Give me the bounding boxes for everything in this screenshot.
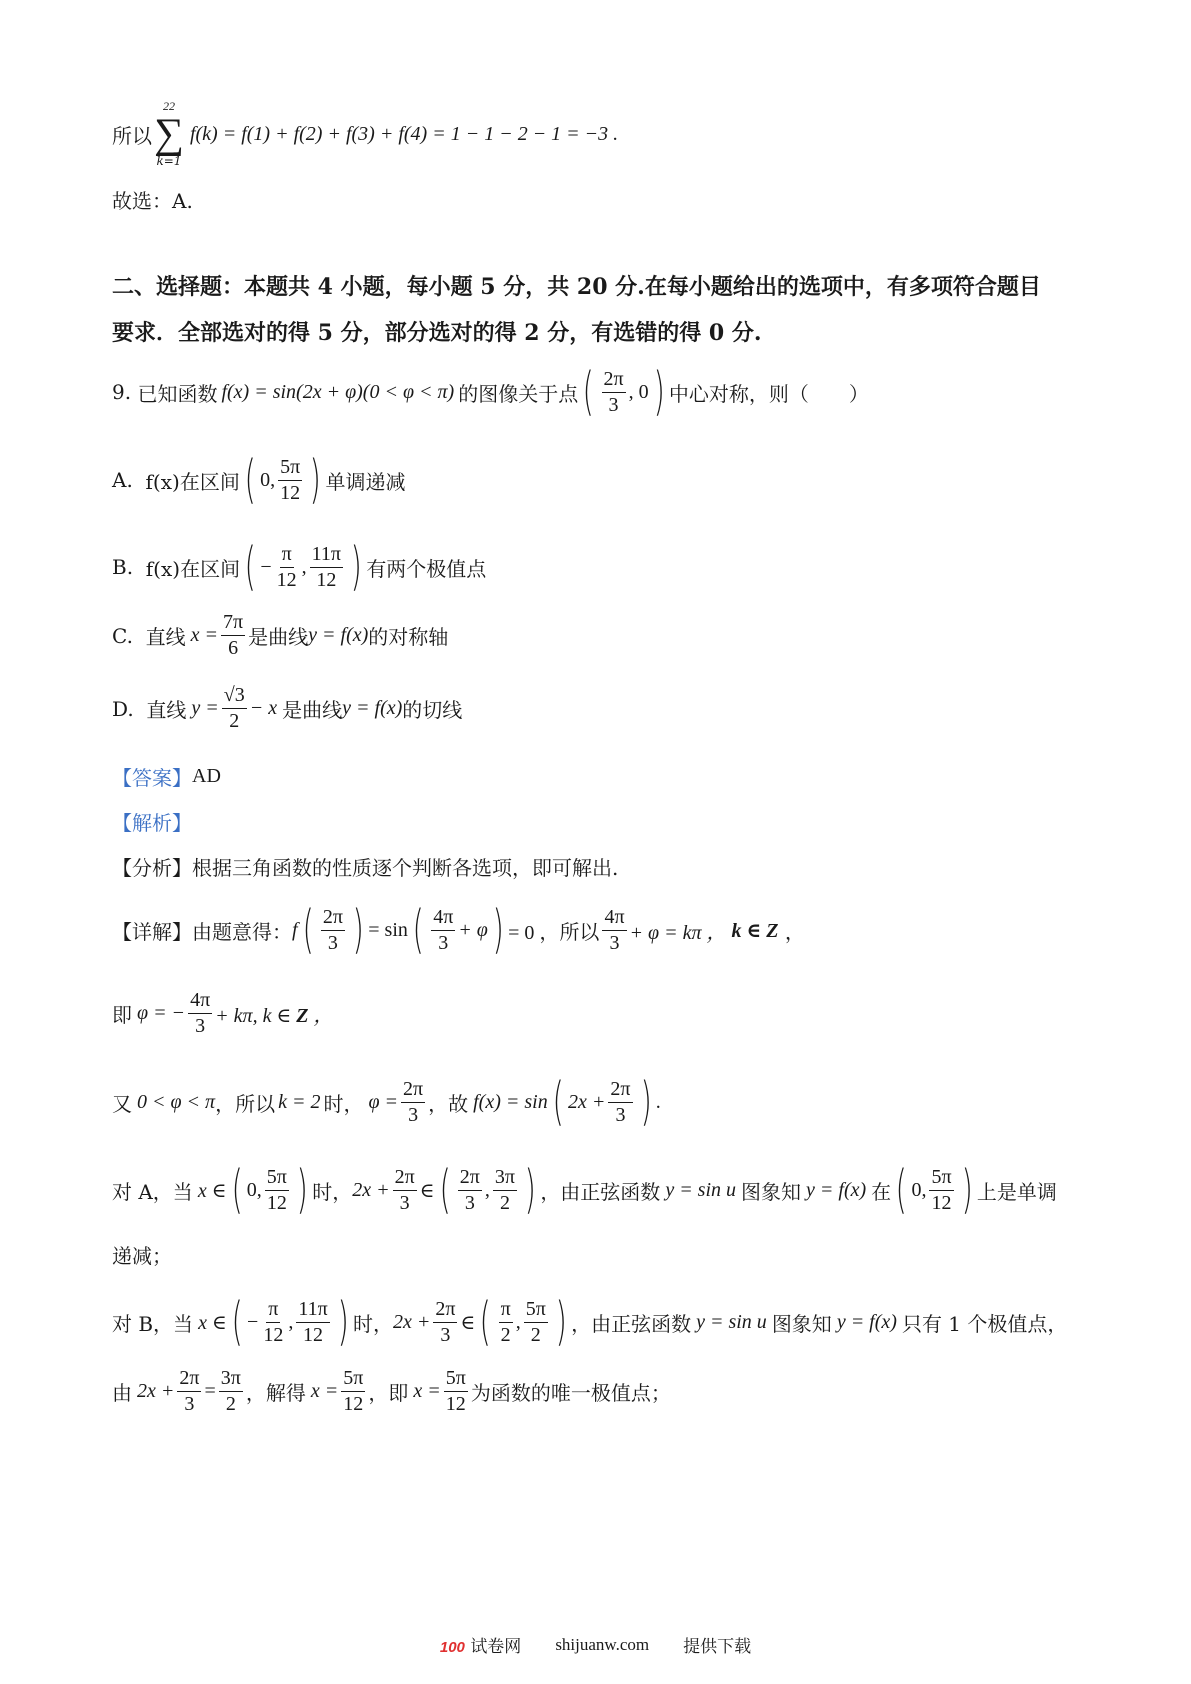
summation-symbol: 22 ∑ k=1 (154, 99, 184, 169)
option-a-text2: 单调递减 (325, 469, 406, 494)
option-d: D. 直线 y = $\frac{√3}{2}$ − x 是曲线 y = f(x) 的切线 (112, 684, 463, 732)
option-d-text4: 的切线 (402, 698, 463, 722)
option-a: A. f(x)在区间 ( 0, $\frac{5\pi}{12}$ ) 单调递减 (112, 450, 406, 510)
sum-expression: f(k) = f(1) + f(2) + f(3) + f(4) = 1 − 1 − 2 − 1 = −3 . (189, 122, 619, 145)
for-b-t4: 只有 1 个极值点， (901, 1311, 1068, 1336)
page-footer (0, 1632, 1191, 1657)
ji-line: 即 φ = − $\frac{4\pi}{3}$ + kπ, k ∈ Z ， (112, 989, 334, 1037)
stem-function: f(x) = sin(2x + φ)(0 < φ < π) (221, 380, 455, 403)
option-c-text1: 直线 (145, 625, 186, 649)
for-a-t2: ，由正弦函数 (540, 1179, 661, 1204)
stem-text-b: 的图像关于点 (458, 381, 579, 406)
sum-lower-limit: k=1 (156, 154, 182, 169)
section-heading-line-1 (112, 270, 1041, 301)
brand-logo: 100 (439, 1639, 465, 1656)
fenxi-line (112, 852, 618, 881)
analysis-tag-line (112, 807, 192, 836)
for-b-line: 对 B，当 x ∈ ( − $\frac{\pi}{12}$ , $\frac{11\pi}{12}$ ) 时， 2x + $\frac{2\pi}{3}$ ∈ ( $\frac{\pi}{2}$ , $\frac{5\pi}{2}$ ) ，由正弦函数 y = sin u 图象知 y = f(x) 只有 1 个极值点， (112, 1292, 1068, 1352)
point-fraction: $\frac{2\pi}{3}$ (603, 367, 624, 416)
option-c-label: C. (112, 623, 133, 648)
you-text: 又 (112, 1091, 132, 1116)
option-b-text1: f(x)在区间 (145, 556, 241, 581)
stem-text-a: 已知函数 (137, 381, 218, 406)
sum-upper-limit: 22 (162, 99, 175, 113)
for-a-t5: 上是单调 (976, 1179, 1057, 1204)
section-heading-2: 要求．全部选对的得 5 分，部分选对的得 2 分，有选错的得 0 分. (112, 320, 762, 346)
option-d-fraction: $\frac{√3}{2}$ (223, 684, 245, 732)
for-b-t8: 为函数的唯一极值点； (470, 1381, 671, 1405)
for-a-t4: 在 (871, 1179, 892, 1204)
detail-t1: 所以 (559, 919, 600, 944)
detail-tag: 【详解】由题意得： (112, 919, 292, 944)
option-b-label: B. (112, 555, 134, 579)
for-a-line: 对 A，当 x ∈ ( 0, $\frac{5\pi}{12}$ ) 时， 2x + $\frac{2\pi}{3}$ ∈ ( $\frac{2\pi}{3}$ , $\frac{3\pi}{2}$ ) ，由正弦函数 y = sin u 图象知 y = f(x) 在 ( 0, $\frac{5\pi}{12}$ ) 上是单调 (112, 1160, 1057, 1220)
option-a-label: A. (112, 468, 133, 492)
for-b-t2: ，由正弦函数 (571, 1311, 692, 1336)
fenxi-text: 【分析】根据三角函数的性质逐个判断各选项，即可解出. (112, 856, 619, 880)
you-line: 又 0 < φ < π ，所以 k = 2 时， φ = $\frac{2\pi}{3}$ ，故 f(x) = sin ( 2x + $\frac{2\pi}{3}$ ) . (112, 1072, 661, 1132)
for-a-t6: 递减； (112, 1244, 172, 1268)
analysis-tag: 【解析】 (112, 811, 192, 835)
stem-text-c: 中心对称，则（ ） (668, 381, 869, 406)
for-b-t3: 图象知 (771, 1311, 832, 1336)
for-b-t0: 对 B，当 (112, 1311, 194, 1336)
section-heading-line-2 (112, 316, 762, 347)
footer-brand (440, 1632, 521, 1657)
choose-text: 故选：A. (112, 189, 193, 213)
detail-integer-set: k ∈ Z (731, 919, 779, 942)
option-c-text2: 是曲线 (248, 625, 309, 649)
sum-line (112, 100, 618, 168)
for-b-t7: ，即 (368, 1381, 409, 1405)
k-equals-2: k = 2 (278, 1090, 321, 1113)
option-a-text1: f(x)在区间 (145, 469, 240, 494)
shi-text: 时， (323, 1091, 364, 1116)
for-b-t5: 由 (112, 1381, 132, 1405)
answer-line (112, 762, 221, 791)
for-a-line-2 (112, 1240, 172, 1269)
question-number: 9. (112, 380, 132, 404)
for-b-line-2: 由 2x + $\frac{2\pi}{3}$ = $\frac{3\pi}{2}$ ，解得 x = $\frac{5\pi}{12}$ ，即 x = $\frac{5\pi}{12}$ 为函数的唯一极值点； (112, 1367, 671, 1415)
option-b-text2: 有两个极值点 (366, 556, 487, 581)
for-a-t3: 图象知 (741, 1179, 802, 1204)
option-c: C. 直线 x = $\frac{7\pi}{6}$ 是曲线 y = f(x) 的对称轴 (112, 611, 449, 659)
suoyi-text: ，所以 (215, 1091, 276, 1116)
footer-note: 提供下载 (683, 1637, 752, 1657)
answer-value: AD (192, 765, 221, 787)
option-b-fraction-2: $\frac{11\pi}{12}$ (311, 542, 342, 591)
answer-tag: 【答案】 (112, 766, 192, 790)
option-b-fraction-1: $\frac{\pi}{12}$ (276, 542, 297, 591)
footer-site-link[interactable]: shijuanw.com (555, 1634, 650, 1654)
for-a-t0: 对 A，当 (112, 1179, 193, 1204)
choose-line (112, 185, 193, 214)
for-b-t1: 时， (352, 1311, 393, 1336)
option-d-text2: 是曲线 (282, 698, 343, 722)
question-9-stem: 9. 已知函数 f(x) = sin(2x + φ)(0 < φ < π) 的图像关于点 ( $\frac{2\pi}{3}$ , 0 ) 中心对称，则（ ） (112, 362, 869, 422)
for-a-t1: 时， (312, 1179, 353, 1204)
option-d-label: D. (112, 696, 134, 721)
option-c-text4: 的对称轴 (368, 625, 449, 649)
option-b: B. f(x)在区间 ( − $\frac{\pi}{12}$ , $\frac{11\pi}{12}$ ) 有两个极值点 (112, 537, 487, 597)
for-b-t6: ，解得 (245, 1381, 306, 1405)
sum-prefix: 所以 (112, 123, 152, 148)
option-d-text1: 直线 (146, 698, 187, 722)
gu-text: ，故 (428, 1091, 469, 1116)
option-c-curve: y = f(x) (308, 624, 369, 646)
option-c-fraction: $\frac{7\pi}{6}$ (223, 611, 244, 659)
option-d-curve: y = f(x) (342, 697, 403, 719)
detail-line: 【详解】由题意得： f ( $\frac{2\pi}{3}$ ) = sin ( $\frac{4\pi}{3}$ + φ ) = 0 ， 所以 $\frac{4\pi}{3}$ + φ = kπ ， k ∈ Z ， (112, 900, 805, 960)
option-a-fraction: $\frac{5\pi}{12}$ (280, 455, 301, 504)
footer-site-cn: 试卷网 (470, 1637, 522, 1657)
section-heading-1: 二、选择题：本题共 4 小题，每小题 5 分，共 20 分.在每小题给出的选项中，有多项符合题目 (112, 274, 1041, 300)
ji-text: 即 (112, 1003, 132, 1027)
